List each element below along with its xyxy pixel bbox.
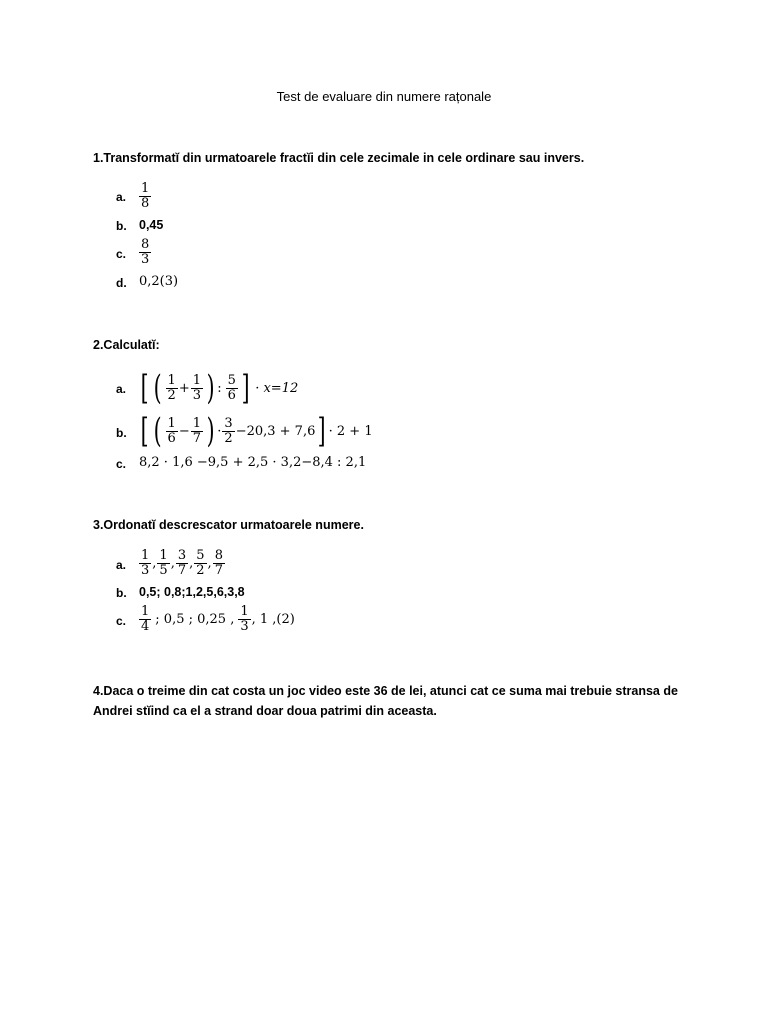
q1-d-value: 0,2(3): [139, 274, 179, 289]
question-2: 2.Calculatĭ:: [93, 338, 160, 352]
question-4-line-2: Andrei stĭind ca el a strand doar doua patrimi din aceasta.: [93, 704, 437, 718]
question-4-line-1: 4.Daca o treime din cat costa un joc video este 36 de lei, atunci cat ce suma mai trebuie stransa de: [93, 684, 678, 698]
q1-a-label: a.: [116, 190, 127, 204]
question-1: 1.Transformatĭ din urmatoarele fractĭi din cele zecimale in cele ordinare sau invers.: [93, 151, 585, 165]
q3-b-label: b.: [116, 586, 127, 600]
fraction: $\frac{8}{3}$: [141, 237, 150, 267]
q2-a-expr: [ ( $\frac{1}{2}$ + $\frac{1}{3}$ ) : $\frac{5}{6}$ ] · x=12: [140, 368, 299, 408]
q1-b-label: b.: [116, 219, 127, 233]
q1-d-label: d.: [116, 276, 127, 290]
question-4: [93, 681, 683, 721]
q2-b-label: b.: [116, 426, 127, 440]
q2-c-label: c.: [116, 457, 127, 471]
page-title: Test de evaluare din numere rațonale: [276, 89, 492, 104]
q1-c-label: c.: [116, 247, 127, 261]
q1-c-expr: [138, 238, 152, 267]
q1-b-value: 0,45: [139, 218, 164, 232]
q3-a-label: a.: [116, 558, 127, 572]
q2-a-label: a.: [116, 382, 127, 396]
q3-c-label: c.: [116, 614, 127, 628]
q1-a-expr: [138, 182, 152, 211]
q3-b-value: 0,5; 0,8;1,2,5,6,3,8: [139, 585, 245, 599]
q3-a-expr: $\frac{1}{3}$ , $\frac{1}{5}$ , $\frac{3}{7}$ , $\frac{5}{2}$ , $\frac{8}{7}$: [141, 548, 223, 578]
fraction: $\frac{1}{8}$: [141, 181, 150, 211]
q2-c-expr: 8,2 · 1,6 −9,5 + 2,5 · 3,2−8,4 : 2,1: [139, 455, 367, 470]
q2-b-expr: [ ( $\frac{1}{6}$ − $\frac{1}{7}$ ) · $\frac{3}{2}$ −20,3 + 7,6 ] · 2 + 1: [140, 411, 373, 451]
question-3: 3.Ordonatĭ descrescator urmatoarele numere.: [93, 518, 364, 532]
q3-c-expr: $\frac{1}{4}$ ; 0,5 ; 0,25 , $\frac{1}{3}$ , 1 ,(2): [141, 604, 295, 634]
